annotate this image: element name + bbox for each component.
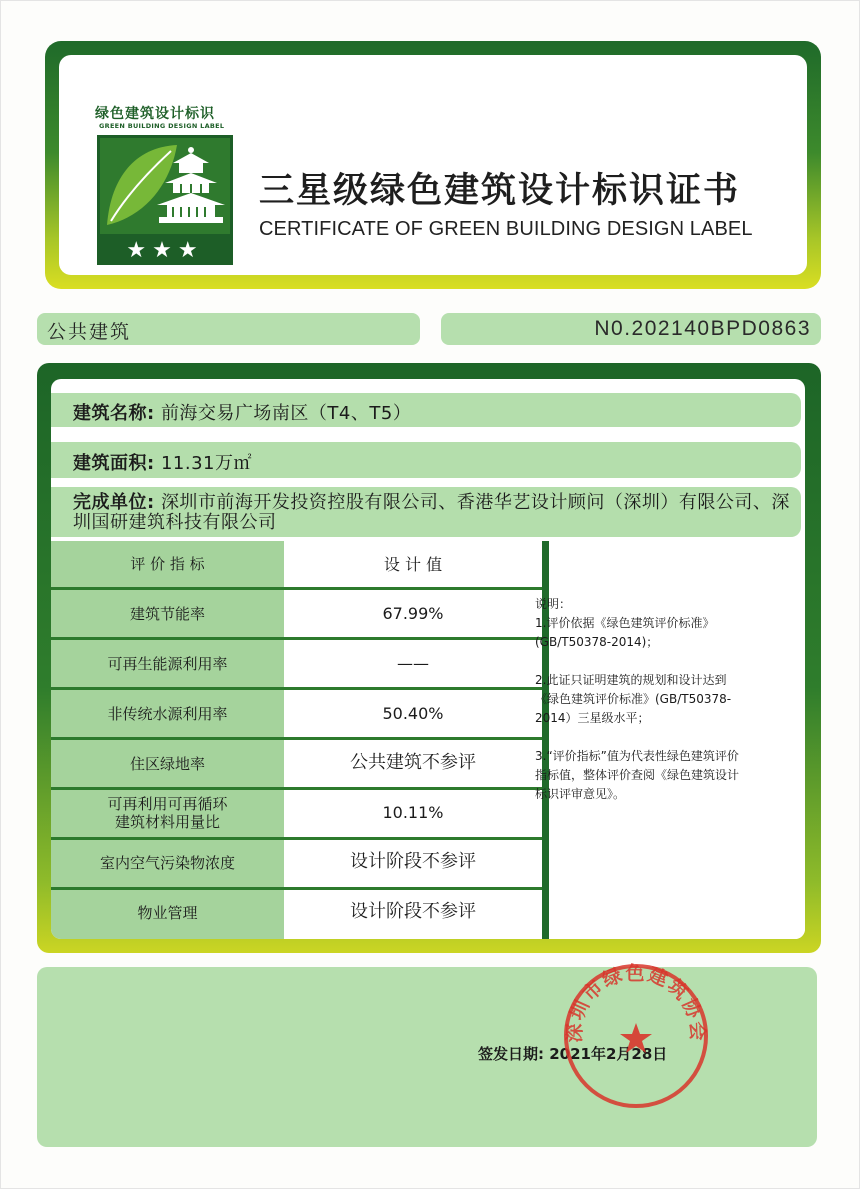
building-area-row	[51, 442, 801, 478]
table-row-value: 设计阶段不参评	[350, 901, 476, 922]
value-column	[284, 541, 542, 939]
table-row-value: 设计阶段不参评	[350, 851, 476, 872]
table-row-label: 非传统水源利用率	[107, 705, 228, 723]
issue-date-value: 2021年2月28日	[549, 1045, 668, 1063]
note-item: 1.评价依据《绿色建筑评价标准》(GB/T50378-2014)；	[535, 616, 715, 649]
table-divider	[51, 737, 542, 740]
building-name-label: 建筑名称:	[73, 403, 155, 424]
building-area-value: 11.31万㎡	[160, 453, 252, 474]
table-row-value: ——	[397, 654, 429, 673]
table-row-value: 10.11%	[382, 803, 444, 822]
label-column	[51, 541, 284, 939]
header-frame	[45, 41, 821, 289]
note-item: 3.“评价指标”值为代表性绿色建筑评价指标值，整体评价查阅《绿色建筑设计标识评审意见》。	[535, 749, 740, 801]
completion-unit-row	[51, 487, 801, 537]
table-row-value: 50.40%	[382, 704, 444, 723]
table-divider	[51, 637, 542, 640]
table-row-label: 室内空气污染物浓度	[99, 854, 235, 872]
category-label: 公共建筑	[47, 321, 132, 343]
logo-caption-cn: 绿色建筑设计标识	[95, 106, 215, 122]
table-row-label: 住区绿地率	[129, 755, 205, 773]
certificate-number-bar	[441, 313, 821, 345]
category-bar	[37, 313, 420, 345]
table-row-value: 67.99%	[382, 604, 444, 623]
green-building-logo	[97, 135, 233, 265]
table-divider	[51, 887, 542, 890]
table-row-label: 建筑节能率	[129, 605, 205, 623]
table-header-value: 设 计 值	[383, 555, 443, 574]
notes-section	[535, 595, 745, 823]
table-row-label: 可再生能源利用率	[107, 655, 228, 673]
building-name-value: 前海交易广场南区（T4、T5）	[160, 403, 412, 424]
certificate-title-en: CERTIFICATE OF GREEN BUILDING DESIGN LABEL	[259, 218, 753, 240]
notes-title: 说明：	[535, 597, 572, 611]
header-panel	[59, 55, 807, 275]
table-row-value: 公共建筑不参评	[350, 752, 476, 773]
svg-text:★★★: ★★★	[126, 238, 204, 263]
note-item: 2.此证只证明建筑的规划和设计达到《绿色建筑评价标准》(GB/T50378-2014）三星级水平；	[535, 673, 732, 725]
table-row-label: 可再利用可再循环 建筑材料用量比	[107, 795, 228, 831]
table-divider	[51, 787, 542, 790]
official-seal	[561, 961, 711, 1111]
building-name-row	[51, 393, 801, 427]
certificate-title-cn: 三星级绿色建筑设计标识证书	[259, 170, 741, 211]
certificate-number: N0.202140BPD0863	[594, 317, 811, 340]
seal-text: 深圳市绿色建筑协会	[563, 962, 709, 1043]
table-row-label: 物业管理	[137, 904, 198, 922]
completion-unit-label: 完成单位:	[73, 492, 155, 513]
building-area-label: 建筑面积:	[73, 453, 155, 474]
table-header-label: 评 价 指 标	[130, 555, 205, 573]
table-divider	[51, 687, 542, 690]
table-divider	[51, 837, 542, 840]
logo-caption-en: GREEN BUILDING DESIGN LABEL	[99, 122, 225, 130]
completion-unit-value: 深圳市前海开发投资控股有限公司、香港华艺设计顾问（深圳）有限公司、深圳国研建筑科技有限公司	[73, 492, 790, 533]
table-divider	[51, 587, 542, 590]
issue-date-label: 签发日期:	[478, 1045, 544, 1063]
